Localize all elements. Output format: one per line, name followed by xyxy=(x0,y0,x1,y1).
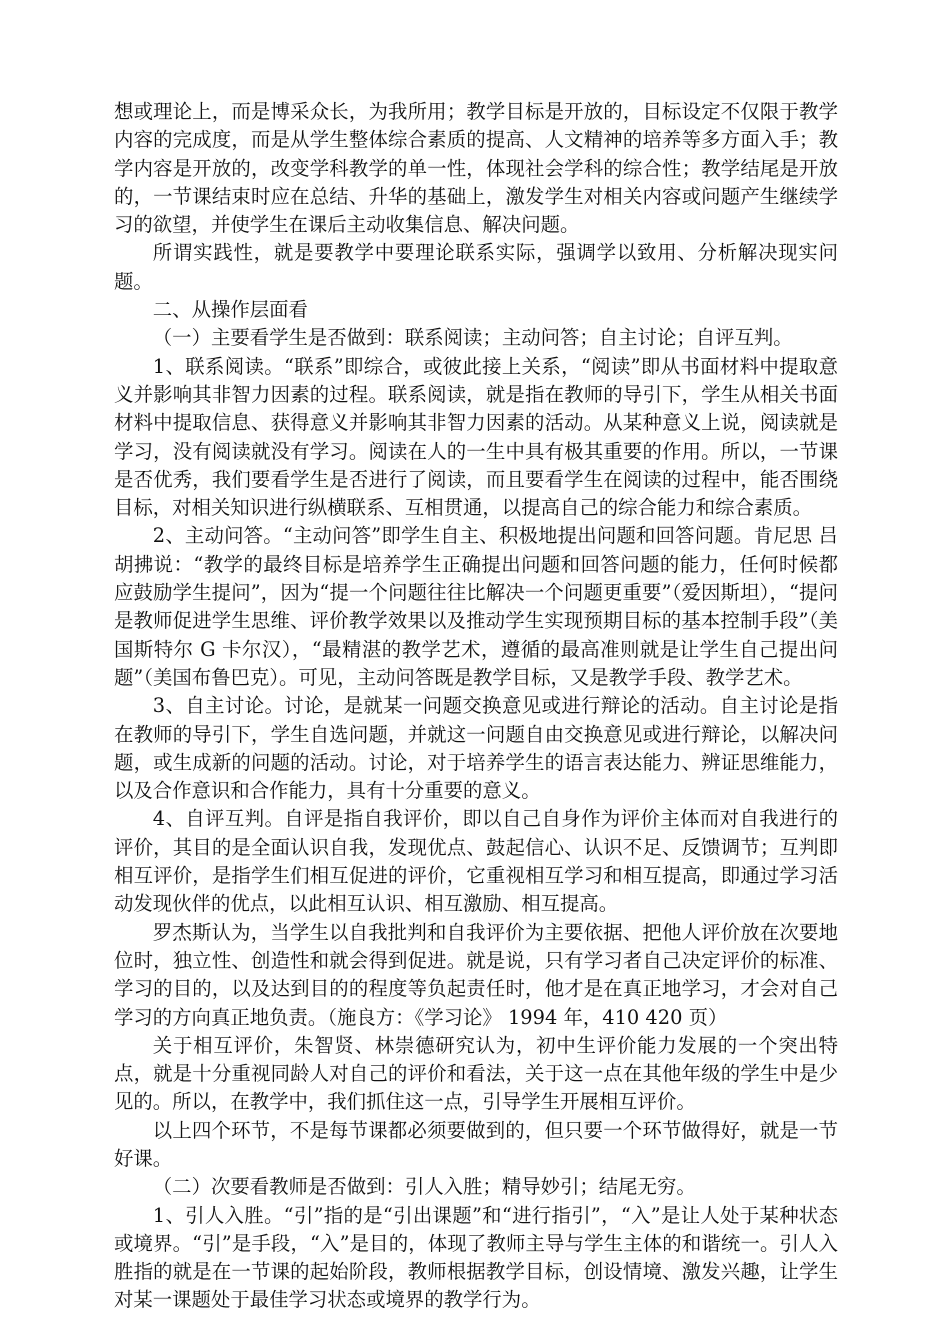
paragraph: 以上四个环节，不是每节课都必须要做到的，但只要一个环节做得好，就是一节好课。 xyxy=(114,1118,838,1170)
paragraph: 罗杰斯认为，当学生以自我批判和自我评价为主要依据、把他人评价放在次要地位时，独立性、创造性和就会得到促进。就是说，只有学习者自己决定评价的标准、学习的目的，以及达到目的的程度等负起责任时，他才是在真正地学习，才会对自己学习的方向真正地负责。（施良方：《学习论》 1994 年，410 420 页） xyxy=(114,920,838,1029)
paragraph: 想或理论上，而是博采众长，为我所用；教学目标是开放的，目标设定不仅限于教学内容的完成度，而是从学生整体综合素质的提高、人文精神的培养等多方面入手；教学内容是开放的，改变学科教学的单一性，体现社会学科的综合性；教学结尾是开放的，一节课结束时应在总结、升华的基础上，激发学生对相关内容或问题产生继续学习的欲望，并使学生在课后主动收集信息、解决问题。 xyxy=(114,100,838,237)
document-page xyxy=(114,98,838,1315)
paragraph: 2、主动问答。“主动问答”即学生自主、积极地提出问题和回答问题。肯尼思 吕 胡拂说：“教学的最终目标是培养学生正确提出问题和回答问题的能力，任何时候都应鼓励学生提问”，因为“提一个问题往往比解决一个问题更重要”（爱因斯坦），“提问是教师促进学生思维、评价教学效果以及推动学生实现预期目标的基本控制手段”（美国斯特尔 G 卡尔汉），“最精湛的教学艺术，遵循的最高准则就是让学生自己提出问题”（美国布鲁巴克）。可见，主动问答既是教学目标，又是教学手段、教学艺术。 xyxy=(114,524,838,689)
paragraph: 关于相互评价，朱智贤、林崇德研究认为，初中生评价能力发展的一个突出特点，就是十分重视同龄人对自己的评价和看法，关于这一点在其他年级的学生中是少见的。所以，在教学中，我们抓住这一点，引导学生开展相互评价。 xyxy=(114,1033,838,1114)
paragraph: 所谓实践性，就是要教学中要理论联系实际，强调学以致用、分析解决现实问题。 xyxy=(114,241,838,293)
paragraph: 1、引人入胜。“引”指的是“引出课题”和“进行指引”，“入”是让人处于某种状态或境界。“引”是手段，“入”是目的，体现了教师主导与学生主体的和谐统一。引人入胜指的就是在一节课的起始阶段，教师根据教学目标，创设情境、激发兴趣，让学生对某一课题处于最佳学习状态或境界的教学行为。 xyxy=(114,1203,838,1312)
subsection-heading: （一）主要看学生是否做到：联系阅读；主动问答；自主讨论；自评互判。 xyxy=(152,326,793,350)
section-heading: 二、从操作层面看 xyxy=(152,298,308,322)
paragraph: 4、自评互判。自评是指自我评价，即以自己自身作为评价主体而对自我进行的评价，其目的是全面认识自我，发现优点、鼓起信心、认识不足、反馈调节；互判即相互评价，是指学生们相互促进的评价，它重视相互学习和相互提高，即通过学习活动发现伙伴的优点，以此相互认识、相互激励、相互提高。 xyxy=(114,807,838,916)
paragraph: 1、联系阅读。“联系”即综合，或彼此接上关系，“阅读”即从书面材料中提取意义并影响其非智力因素的过程。联系阅读，就是指在教师的导引下，学生从相关书面材料中提取信息、获得意义并影响其非智力因素的活动。从某种意义上说，阅读就是学习，没有阅读就没有学习。阅读在人的一生中具有极其重要的作用。所以，一节课是否优秀，我们要看学生是否进行了阅读，而且要看学生在阅读的过程中，能否围绕目标，对相关知识进行纵横联系、互相贯通，以提高自己的综合能力和综合素质。 xyxy=(114,354,838,520)
paragraph: 3、自主讨论。讨论，是就某一问题交换意见或进行辩论的活动。自主讨论是指在教师的导引下，学生自选问题，并就这一问题自由交换意见或进行辩论，以解决问题，或生成新的问题的活动。讨论，对于培养学生的语言表达能力、辨证思维能力，以及合作意识和合作能力，具有十分重要的意义。 xyxy=(114,694,838,803)
subsection-heading: （二）次要看教师是否做到：引人入胜；精导妙引；结尾无穷。 xyxy=(152,1175,696,1199)
